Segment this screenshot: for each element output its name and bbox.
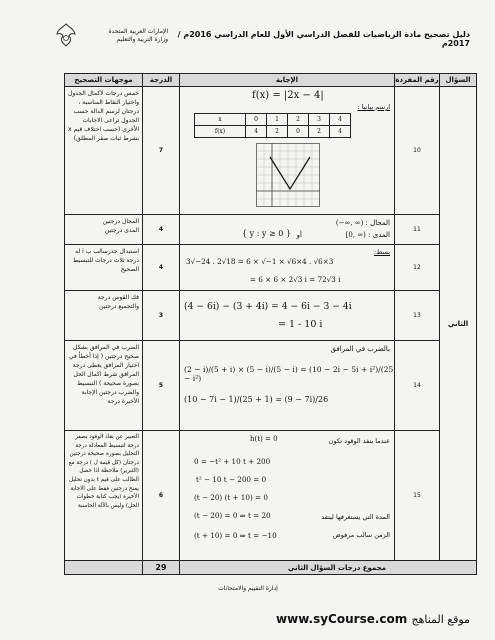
value-table-x-label: x <box>195 114 246 126</box>
row-13-score: 3 <box>143 291 180 341</box>
row-14-guidance: الضرب في المرافق بشكل صحيح درجتين ( إذا أخطأ في اختيار المرافق يعطى درجة المرافق شرط اكمال الحل بصورة صحيحة ) التبسيط والضرب درجتين الإجابة الأخيرة درجة <box>65 341 143 431</box>
range-label: المدى : <box>368 231 390 239</box>
subtraction-line-1: (4 − 6i) − (3 + 4i) = 4 − 6i − 3 − 4i <box>184 301 352 312</box>
range-alternative: { y : y ≥ 0 } <box>242 229 291 238</box>
question-header: السؤال <box>440 74 477 87</box>
simplify-label: بسط: <box>374 248 390 256</box>
org-line-2: وزارة التربية والتعليم <box>116 36 168 43</box>
table-row <box>65 215 477 245</box>
fx-value: 2 <box>267 126 288 138</box>
item-number: 12 <box>395 245 440 291</box>
x-value: 2 <box>288 114 309 126</box>
duration-note: المدة التي يستغرقها لينفد <box>321 513 390 521</box>
function-expression: f(x) = |2x − 4| <box>252 90 324 101</box>
x-value: 4 <box>330 114 351 126</box>
or-label: أو <box>296 231 302 239</box>
row-11-score: 4 <box>143 215 180 245</box>
answer-header: الإجابة <box>180 74 395 87</box>
fx-value: 0 <box>288 126 309 138</box>
row-10-guidance: خمس درجات لاكمال الجدول واختيار النقاط المناسبة ، درجتان لرسم الدالة حسب الجدول تراعى الاجابات الأخرى (حسب اختلاف قيم x بشرط ثبات صفر المطلق) <box>65 87 143 215</box>
solution-step: (t − 20) = 0 ⇒ t = 20 <box>194 511 271 520</box>
emblem-icon <box>55 22 77 48</box>
solution-step: t² − 10 t − 200 = 0 <box>196 475 267 484</box>
row-12-score: 4 <box>143 245 180 291</box>
organization-name <box>78 28 168 44</box>
row-11-answer <box>180 215 395 245</box>
row-14-answer <box>180 341 395 431</box>
row-13-guidance <box>65 291 143 341</box>
negative-time-note: الزمن سالب مرفوض <box>332 531 390 539</box>
graph-instruction: ارسم بيانيا : <box>357 103 390 111</box>
simplify-line-1: 3√−24 . 2√18 = 6 × √−1 × √6×4 . √6×3 <box>186 257 334 266</box>
row-15-answer <box>180 431 395 561</box>
range-guidance: المدى درجتين <box>104 227 139 234</box>
domain-guidance: المجال درجتين <box>102 218 139 225</box>
fx-value: 4 <box>330 126 351 138</box>
conjugate-step-2: (10 − 7i − 1)/(25 + 1) = (9 − 7i)/26 <box>184 395 329 404</box>
table-row <box>65 291 477 341</box>
row-12-guidance: استبدال جذرسالب ب i له درجة ثلاث درجات للتبسيط الصحيح <box>65 245 143 291</box>
site-watermark <box>150 612 470 626</box>
total-score: 29 <box>143 561 180 575</box>
total-spacer <box>65 561 143 575</box>
document-title: دليل تصحيح مادة الرياضيات للفصل الدراسي الأول للعام الدراسي 2016م / 2017م <box>177 30 470 48</box>
x-value: 1 <box>267 114 288 126</box>
row-12-answer <box>180 245 395 291</box>
guidance-header: موجهات التصحيح <box>65 74 143 87</box>
height-zero: h(t) = 0 <box>250 435 278 443</box>
fuel-condition-label: عندما ينفد الوقود تكون <box>328 437 390 445</box>
x-value: 3 <box>309 114 330 126</box>
row-11-guidance <box>65 215 143 245</box>
table-row <box>65 341 477 431</box>
domain-value: (−∞, ∞) <box>335 219 364 227</box>
subtraction-line-2: = 1 - 10 i <box>278 319 323 330</box>
table-row <box>65 87 477 215</box>
item-number: 14 <box>395 341 440 431</box>
total-row <box>65 561 477 575</box>
domain-line <box>336 219 390 227</box>
fx-value: 2 <box>309 126 330 138</box>
solution-step: 0 = −t² + 10 t + 200 <box>194 457 271 466</box>
row-10-answer <box>180 87 395 215</box>
row-13-answer <box>180 291 395 341</box>
conjugate-label: بالضرب في المرافق <box>330 345 390 353</box>
answer-key-table <box>64 73 477 575</box>
department-name: إدارة التقييم والامتحانات <box>218 585 278 592</box>
domain-label: المجال : <box>365 219 390 227</box>
range-value: [0, ∞) <box>345 231 366 239</box>
row-14-score: 5 <box>143 341 180 431</box>
table-row <box>65 431 477 561</box>
range-line <box>346 231 390 239</box>
org-line-1: الإمارات العربية المتحدة <box>108 28 168 35</box>
site-url: www.syCourse.com <box>276 612 408 626</box>
row-15-guidance: التعبير عن نقاذ الوقود بصفر درجة لتبسيط المعادلة درجة التحليل بصورة صحيحة درجتين درجتان (كل قيمة ل ) درجة مع (التبرير) ملاحظة اذا حصل الطالب على قيم t بدون تحليل يمنح درجتين فقط على الاجابة الأخيرة (يجب كتابة خطوات الحل) وليس بالآلة الحاسبة <box>65 431 143 561</box>
collect-guidance: والتجميع درجتين <box>99 303 139 310</box>
table-row <box>65 245 477 291</box>
conjugate-step-1: (2 − i)/(5 + i) × (5 − i)/(5 − i) = (10 − 2i − 5i + i²)/(25 − i²) <box>184 365 394 383</box>
item-number: 13 <box>395 291 440 341</box>
simplify-line-2: = 6 × 6 × 2√3 i = 72√3 i <box>250 275 341 284</box>
header-row <box>65 74 477 87</box>
expand-guidance: فك القوس درجة <box>97 294 139 301</box>
question-label: الثاني <box>440 87 477 561</box>
item-number: 15 <box>395 431 440 561</box>
value-table <box>194 113 351 138</box>
row-10-score: 7 <box>143 87 180 215</box>
solution-step: (t + 10) = 0 ⇒ t = −10 <box>194 531 277 540</box>
item-number-header: رقم المفردة <box>395 74 440 87</box>
item-number: 11 <box>395 215 440 245</box>
value-table-fx-label: f(x) <box>195 126 246 138</box>
site-arabic-name: موقع المناهج <box>411 613 470 626</box>
total-label: مجموع درجات السؤال الثاني <box>180 561 477 575</box>
score-header: الدرجة <box>143 74 180 87</box>
x-value: 0 <box>246 114 267 126</box>
item-number: 10 <box>395 87 440 215</box>
function-graph <box>256 143 320 207</box>
row-15-score: 6 <box>143 431 180 561</box>
fx-value: 4 <box>246 126 267 138</box>
solution-step: (t − 20) (t + 10) = 0 <box>194 493 268 502</box>
